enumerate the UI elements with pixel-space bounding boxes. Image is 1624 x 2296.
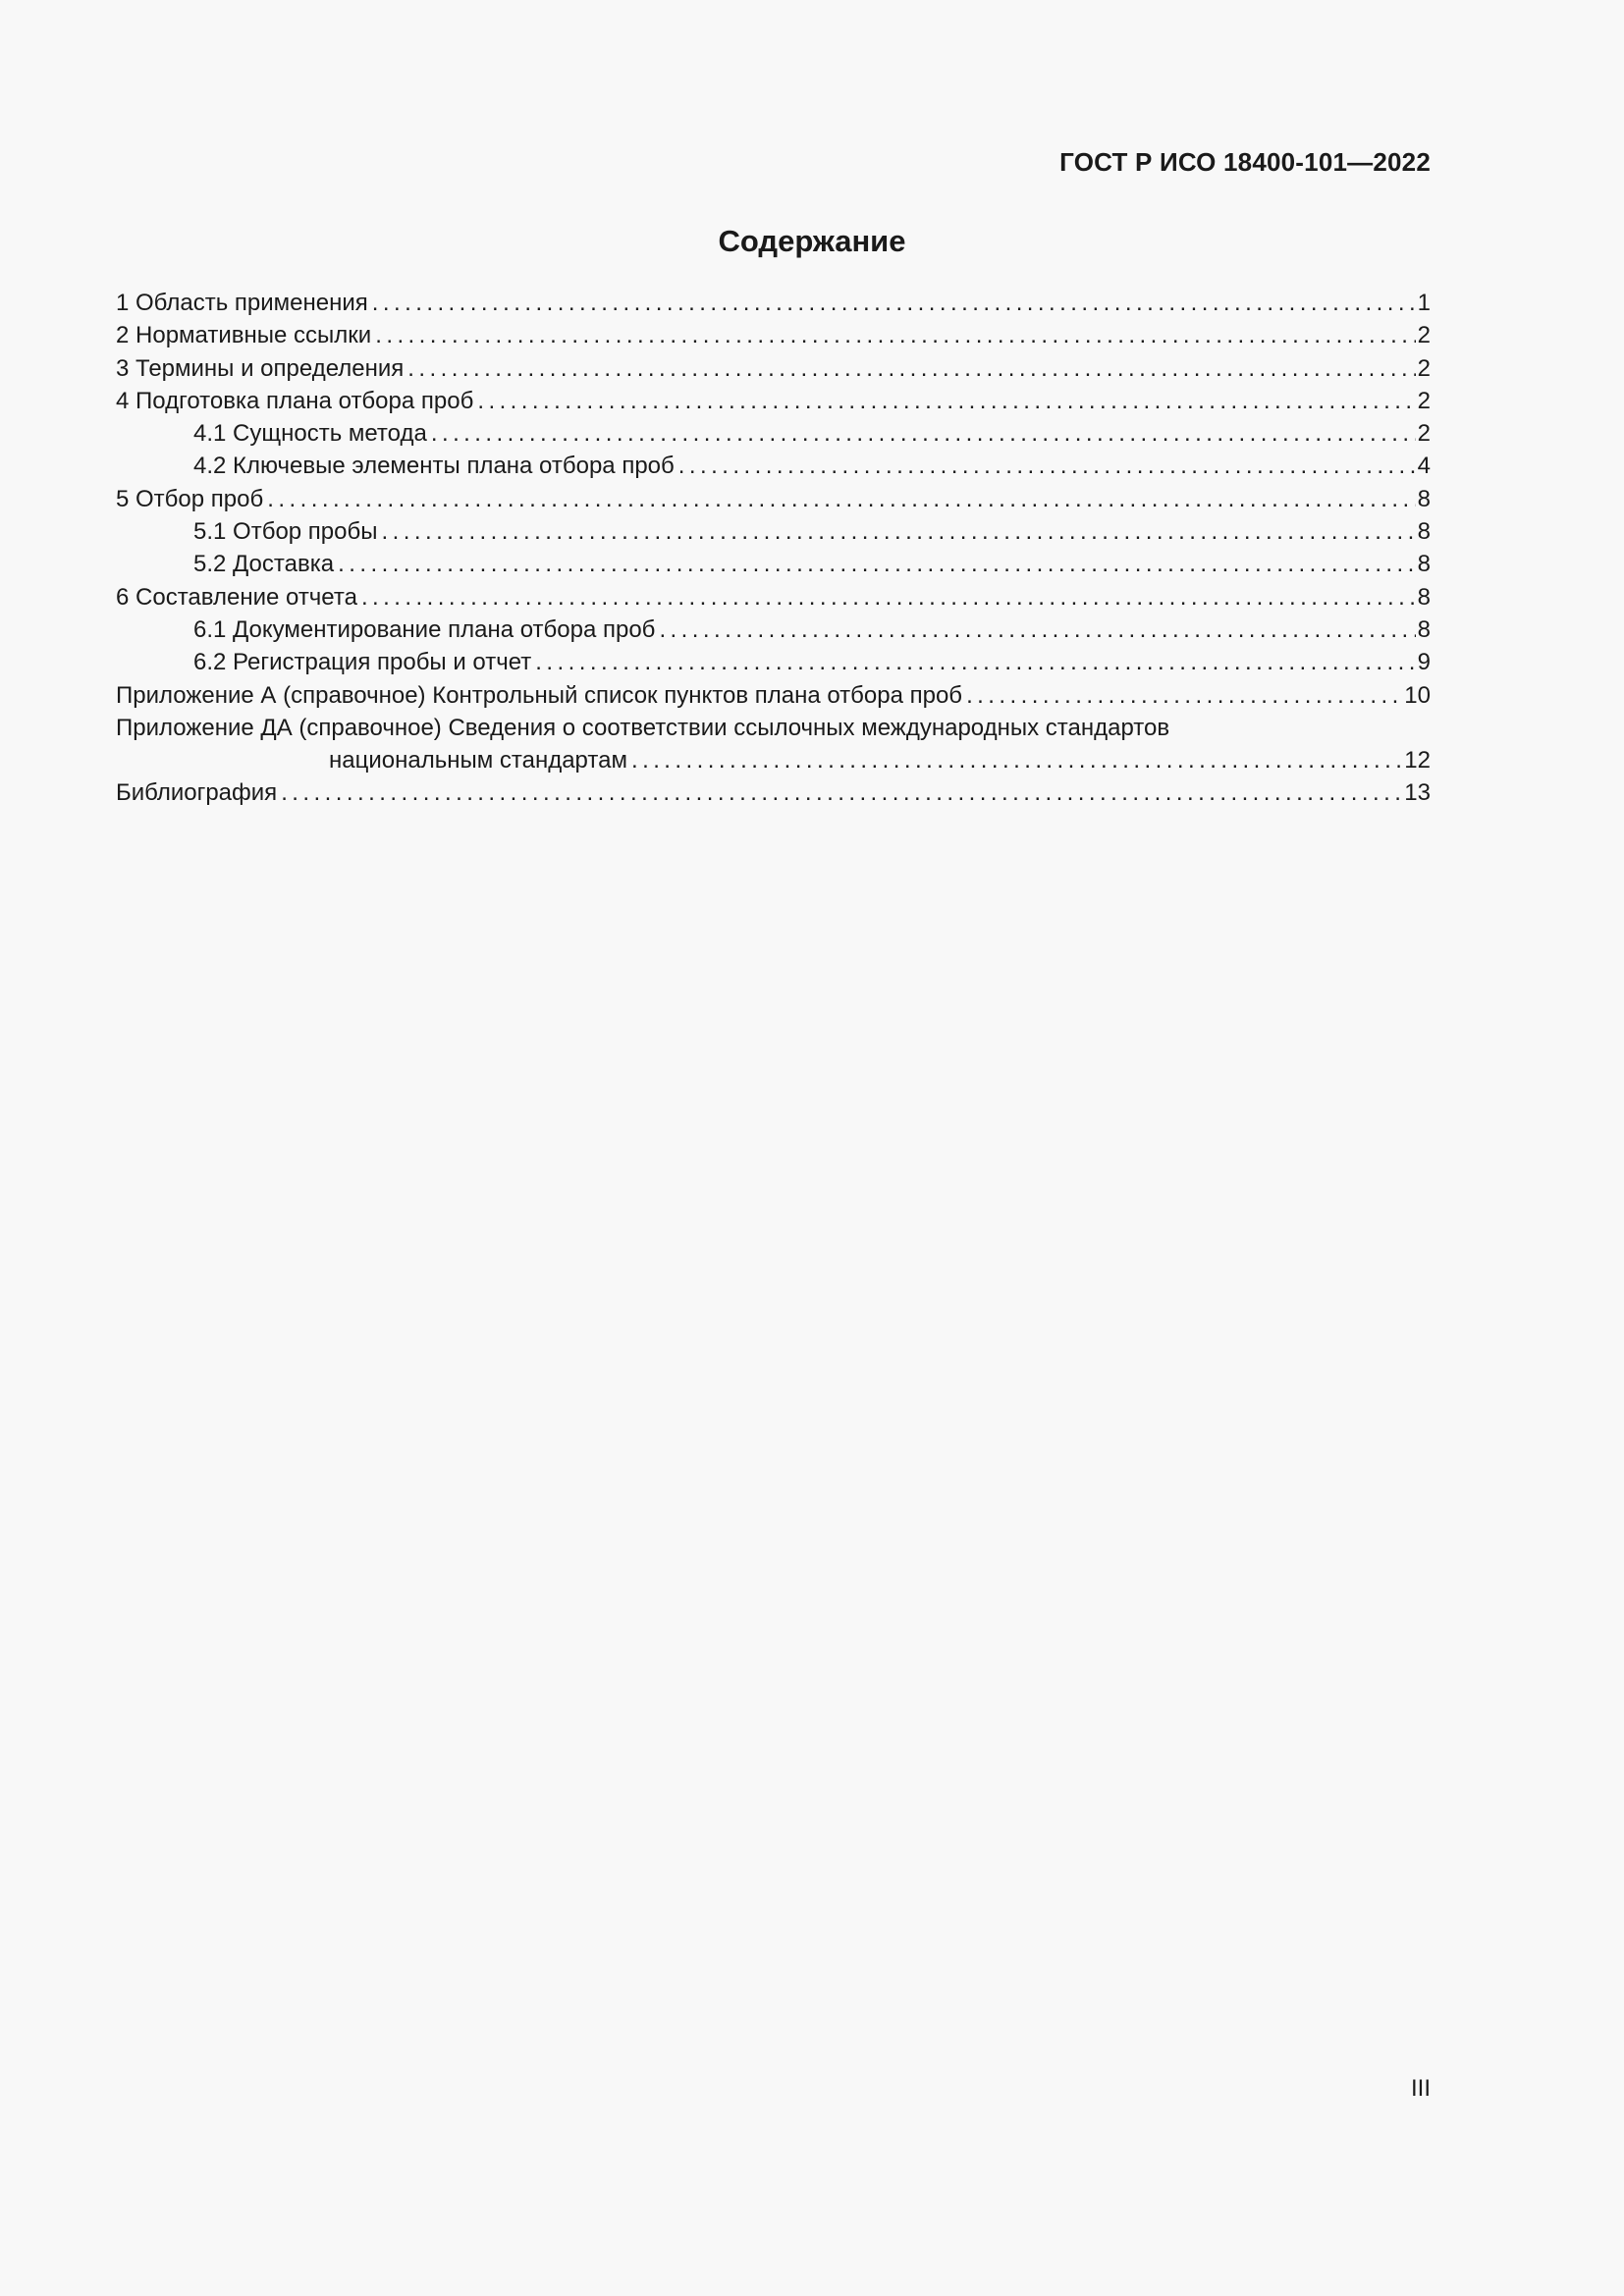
toc-entry-text: 5.1 Отбор пробы bbox=[193, 518, 378, 546]
toc-entry-text: 6.1 Документирование плана отбора проб bbox=[193, 615, 656, 643]
toc-entry-text: 5.2 Доставка bbox=[193, 551, 335, 578]
toc-entry-appendix-da[interactable] bbox=[116, 712, 1431, 744]
toc-leader bbox=[338, 548, 1416, 580]
toc-entry-text: 3 Термины и определения bbox=[116, 354, 405, 382]
page-number: III bbox=[1410, 2075, 1431, 2102]
toc-leader bbox=[407, 352, 1415, 385]
toc-leader bbox=[966, 679, 1402, 712]
toc-entry-appendix-da-cont[interactable] bbox=[116, 744, 1431, 776]
toc-leader bbox=[281, 776, 1402, 809]
toc-leader bbox=[431, 417, 1416, 450]
toc-entry-page: 1 bbox=[1417, 290, 1431, 316]
toc-entry-text: 6 Составление отчета bbox=[116, 583, 357, 611]
toc-entry-6-2[interactable] bbox=[116, 646, 1431, 678]
toc-entry-page: 8 bbox=[1417, 615, 1431, 643]
toc-entry-page: 8 bbox=[1417, 583, 1431, 611]
toc-entry-4[interactable] bbox=[116, 385, 1431, 417]
toc-entry-text: национальным стандартам bbox=[329, 747, 627, 774]
toc-entry-text: Библиография bbox=[116, 779, 278, 807]
document-code: ГОСТ Р ИСО 18400-101—2022 bbox=[1059, 147, 1431, 177]
toc-entry-text: 6.2 Регистрация пробы и отчет bbox=[193, 649, 532, 676]
toc-entry-bibliography[interactable] bbox=[116, 776, 1431, 809]
toc-entry-text: 5 Отбор проб bbox=[116, 485, 264, 512]
toc-entry-5-2[interactable] bbox=[116, 548, 1431, 580]
toc-entry-3[interactable] bbox=[116, 352, 1431, 385]
toc-entry-page: 8 bbox=[1417, 518, 1431, 546]
toc-entry-page: 13 bbox=[1404, 779, 1431, 807]
toc-leader bbox=[375, 319, 1415, 351]
toc-title: Содержание bbox=[718, 224, 906, 258]
toc-entry-5[interactable] bbox=[116, 483, 1431, 515]
toc-entry-text: 1 Область применения bbox=[116, 290, 368, 316]
toc-leader bbox=[382, 515, 1416, 548]
toc-entry-page: 10 bbox=[1404, 681, 1431, 709]
toc-entry-page: 2 bbox=[1417, 387, 1431, 414]
toc-entry-4-2[interactable] bbox=[116, 450, 1431, 482]
toc-leader bbox=[659, 614, 1415, 646]
toc-entry-text: Приложение А (справочное) Контрольный список пунктов плана отбора проб bbox=[116, 681, 963, 709]
table-of-contents bbox=[116, 287, 1431, 810]
toc-entry-page: 2 bbox=[1417, 354, 1431, 382]
toc-entry-page: 12 bbox=[1404, 747, 1431, 774]
toc-entry-text: 4.2 Ключевые элементы плана отбора проб bbox=[193, 453, 675, 480]
toc-leader bbox=[535, 646, 1415, 678]
toc-entry-text: Приложение ДА (справочное) Сведения о соответствии ссылочных международных стандартов bbox=[116, 714, 1170, 741]
toc-leader bbox=[361, 581, 1416, 614]
toc-leader bbox=[477, 385, 1415, 417]
toc-entry-1[interactable] bbox=[116, 287, 1431, 319]
toc-entry-page: 2 bbox=[1417, 322, 1431, 349]
toc-entry-4-1[interactable] bbox=[116, 417, 1431, 450]
toc-entry-page: 8 bbox=[1417, 551, 1431, 578]
toc-entry-appendix-a[interactable] bbox=[116, 679, 1431, 712]
toc-entry-text: 4.1 Сущность метода bbox=[193, 420, 427, 448]
toc-entry-page: 4 bbox=[1417, 453, 1431, 480]
toc-entry-page: 9 bbox=[1417, 649, 1431, 676]
toc-entry-text: 4 Подготовка плана отбора проб bbox=[116, 387, 474, 414]
toc-entry-5-1[interactable] bbox=[116, 515, 1431, 548]
toc-entry-page: 2 bbox=[1417, 420, 1431, 448]
toc-leader bbox=[631, 744, 1402, 776]
toc-entry-6-1[interactable] bbox=[116, 614, 1431, 646]
toc-entry-6[interactable] bbox=[116, 581, 1431, 614]
toc-leader bbox=[267, 483, 1415, 515]
toc-entry-2[interactable] bbox=[116, 319, 1431, 351]
toc-entry-text: 2 Нормативные ссылки bbox=[116, 322, 372, 349]
toc-leader bbox=[372, 287, 1416, 319]
toc-entry-page: 8 bbox=[1417, 485, 1431, 512]
toc-leader bbox=[678, 450, 1416, 482]
